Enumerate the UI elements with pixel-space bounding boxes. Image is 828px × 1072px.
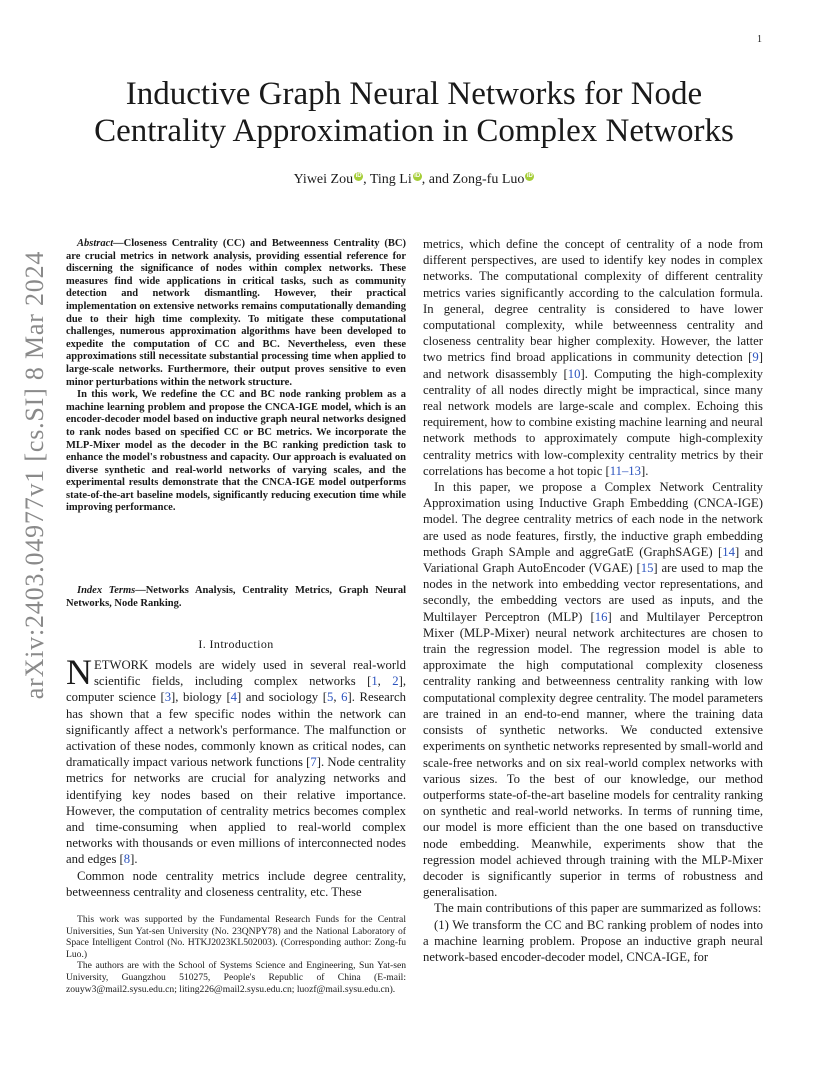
abstract-text: —Closeness Centrality (CC) and Betweenness Centrality (BC) are crucial metrics in network analysis, providing essential reference for discerning the significance of nodes within complex networks. These measures find wide applications in critical tasks, such as community detection and network dismantling. However, their practical implementation on extensive networks remains computationally demanding due to their high time complexity. To mitigate these computational challenges, numerous approximation algorithms have been developed to expedite the computation of CC and BC. Nevertheless, even these approximations still necessitate substantial processing time when applied to large-scale networks. Furthermore, their output proves sensitive to even minor perturbations within the network structure. (66, 238, 406, 388)
author-list (60, 171, 768, 189)
body-text: ] and sociology [ (237, 690, 327, 705)
body-paragraph (423, 479, 763, 900)
citation-link[interactable]: 3 (164, 690, 172, 705)
body-paragraph: The main contributions of this paper are summarized as follows: (434, 901, 762, 916)
footnote: The authors are with the School of Systems Science and Engineering, Sun Yat-sen University, Guangzhou 510275, People's Republic of China (E-mail: zouyw3@mail2.sysu.edu.cn; liting226@mail2.sysu.edu.cn; luozf@mail.sysu.edu.cn). (66, 960, 406, 995)
abstract-paragraph: In this work, We redefine the CC and BC node ranking problem as a machine learning problem and propose the CNCA-IGE model, which is an encoder-decoder model based on inductive graph neural networks designed to rank nodes based on specified CC or BC metrics. We incorporate the MLP-Mixer model as the decoder in the BC ranking prediction task to enhance the model's robustness and capacity. Our approach is evaluated on diverse synthetic and real-world networks of varying scales, and the experimental results demonstrate that the CNCA-IGE model outperforms state-of-the-art baseline models, significantly reducing execution time while improving performance. (66, 389, 406, 514)
footnote: This work was supported by the Fundamental Research Funds for the Central Universities, Sun Yat-sen University (No. 23QNPY78) and the National Laboratory of Space Intelligent Control (No. HTKJ2023KL502003). (Corresponding author: Zong-fu Luo.) (66, 914, 406, 960)
author-name: Zong-fu Luo (452, 172, 525, 187)
body-text: ]. Computing the high-complexity centrality of all nodes directly might be impractical, since many real network models are large-scale and complex. Echoing this requirement, how to combine existing machine learning and neural network methods to approximately compute high-complexity centrality metrics with low-complexity centrality metrics by their correlations has become a hot topic [ (423, 366, 763, 478)
title-line-1: Inductive Graph Neural Networks for Node (125, 76, 703, 112)
body-paragraph (66, 652, 406, 868)
body-text: ]. Research has shown that a few specific nodes within the network can significantly affect a network's performance. The malfunction or activation of these nodes, commonly known as critical nodes, can dramatically impact various network functions [ (66, 690, 406, 770)
body-paragraph (423, 236, 763, 479)
body-paragraph: Common node centrality metrics include degree centrality, betweenness centrality and closeness centrality, etc. These (66, 868, 406, 899)
citation-link[interactable]: 16 (594, 609, 608, 624)
body-text: ], computer science [ (66, 674, 406, 705)
abstract-paragraph (66, 238, 406, 389)
body-text: ] and network disassembly [ (423, 350, 763, 381)
paper-title (60, 76, 768, 150)
body-text: In this paper, we propose a Complex Network Centrality Approximation using Inductive Graph Embedding (CNCA-IGE) model. The degree centrality metrics of each node in the network are used as node features, firstly, the inductive graph embedding methods Graph SAmple and aggreGatE (GraphSAGE) [ (423, 480, 763, 559)
citation-link[interactable]: 5 (326, 690, 334, 705)
citation-link[interactable]: 2 (392, 674, 399, 689)
author-name: Ting Li (369, 172, 412, 187)
author-name: Yiwei Zou (293, 172, 354, 187)
drop-cap: N (66, 652, 92, 692)
title-line-2: Centrality Approximation in Complex Networks (94, 113, 734, 149)
body-text: ETWORK models are widely used in several real-world scientific fields, including complex networks [ (94, 658, 406, 689)
citation-link[interactable]: 9 (752, 350, 759, 365)
section-heading: I. Introduction (198, 637, 274, 651)
index-terms (66, 585, 406, 610)
citation-link[interactable]: 4 (230, 690, 238, 705)
footnotes (66, 914, 406, 995)
body-text: ] and Variational Graph AutoEncoder (VGAE) [ (423, 544, 763, 576)
citation-link[interactable]: 6 (341, 690, 348, 705)
body-text: ], biology [ (171, 690, 231, 705)
author-separator: , (363, 172, 370, 187)
orcid-icon[interactable]: iD (414, 173, 421, 180)
section-heading-block (66, 637, 406, 651)
arxiv-stamp[interactable]: arXiv:2403.04977v1 [cs.SI] 8 Mar 2024 (20, 250, 49, 700)
intro-left-body (66, 652, 406, 900)
body-text: ] are used to map the nodes in the network into embedding vector representations, and secondly, the embedding vectors are used as inputs, and the Multilayer Perceptron (MLP) [ (423, 561, 763, 624)
body-text: metrics, which define the concept of centrality of a node from different perspectives, are used to identify key nodes in complex networks. The computational complexity of different centrality metrics varies significantly according to the calculation formula. In general, degree centrality is considered to have lower computational complexity, while betweenness centrality and closeness centrality bear higher complexity. However, the latter two metrics find broad applications in community detection [ (423, 237, 763, 365)
body-text: ]. (130, 852, 138, 867)
citation-link[interactable]: 14 (722, 544, 735, 559)
index-terms-text: —Networks Analysis, Centrality Metrics, Graph Neural Networks, Node Ranking. (66, 585, 406, 609)
intro-right-body (423, 236, 763, 965)
citation-link[interactable]: 10 (567, 366, 581, 381)
citation-link[interactable]: 15 (640, 561, 654, 576)
body-text: , (333, 690, 342, 705)
citation-link[interactable]: 11–13 (609, 463, 641, 478)
body-paragraph: (1) We transform the CC and BC ranking problem of nodes into a machine learning problem. Propose an inductive graph neural network-based encoder-decoder model, CNCA-IGE, for (423, 917, 763, 964)
orcid-icon[interactable]: iD (355, 173, 362, 180)
page-number: 1 (757, 34, 762, 45)
author-separator: , and (421, 172, 453, 187)
body-text: , (377, 674, 393, 689)
index-terms-block (66, 585, 406, 610)
body-text: ]. Node centrality metrics for networks are crucial for analyzing networks and identifying key nodes based on their relative importance. However, the computation of centrality metrics becomes complex and time-consuming when applied to real-world complex networks with thousands or even millions of interconnected nodes and edges [ (66, 755, 406, 867)
citation-link[interactable]: 8 (123, 852, 131, 867)
body-text: ]. (640, 463, 649, 478)
citation-link[interactable]: 7 (310, 755, 317, 770)
index-terms-label: Index Terms (77, 585, 136, 596)
abstract-block (66, 238, 406, 515)
orcid-icon[interactable]: iD (526, 173, 533, 180)
citation-link[interactable]: 1 (371, 674, 378, 689)
abstract-label: Abstract (77, 238, 114, 249)
body-text: ] and Multilayer Perceptron Mixer (MLP-Mixer) neural network architectures are chosen to train the regression model. The regression model is able to approximate the high computational complexity closeness centrality ranking and betweenness centrality ranking with low computational complexity degree centrality. The model parameters are trained in an end-to-end manner, where the training data consists of synthetic networks. We conducted extensive experiments on synthetic networks represented by small-world and scale-free networks and on six real-world complex networks with various sizes. To the best of our knowledge, our method outperforms state-of-the-art baseline models for centrality ranking on synthetic and real-world networks. In terms of running time, our model is more efficient than the one based on transductive node embedding. Meanwhile, experiments show that the regression model achieved through training with the MLP-Mixer decoder is significantly superior in terms of robustness and generalisation. (423, 609, 764, 900)
